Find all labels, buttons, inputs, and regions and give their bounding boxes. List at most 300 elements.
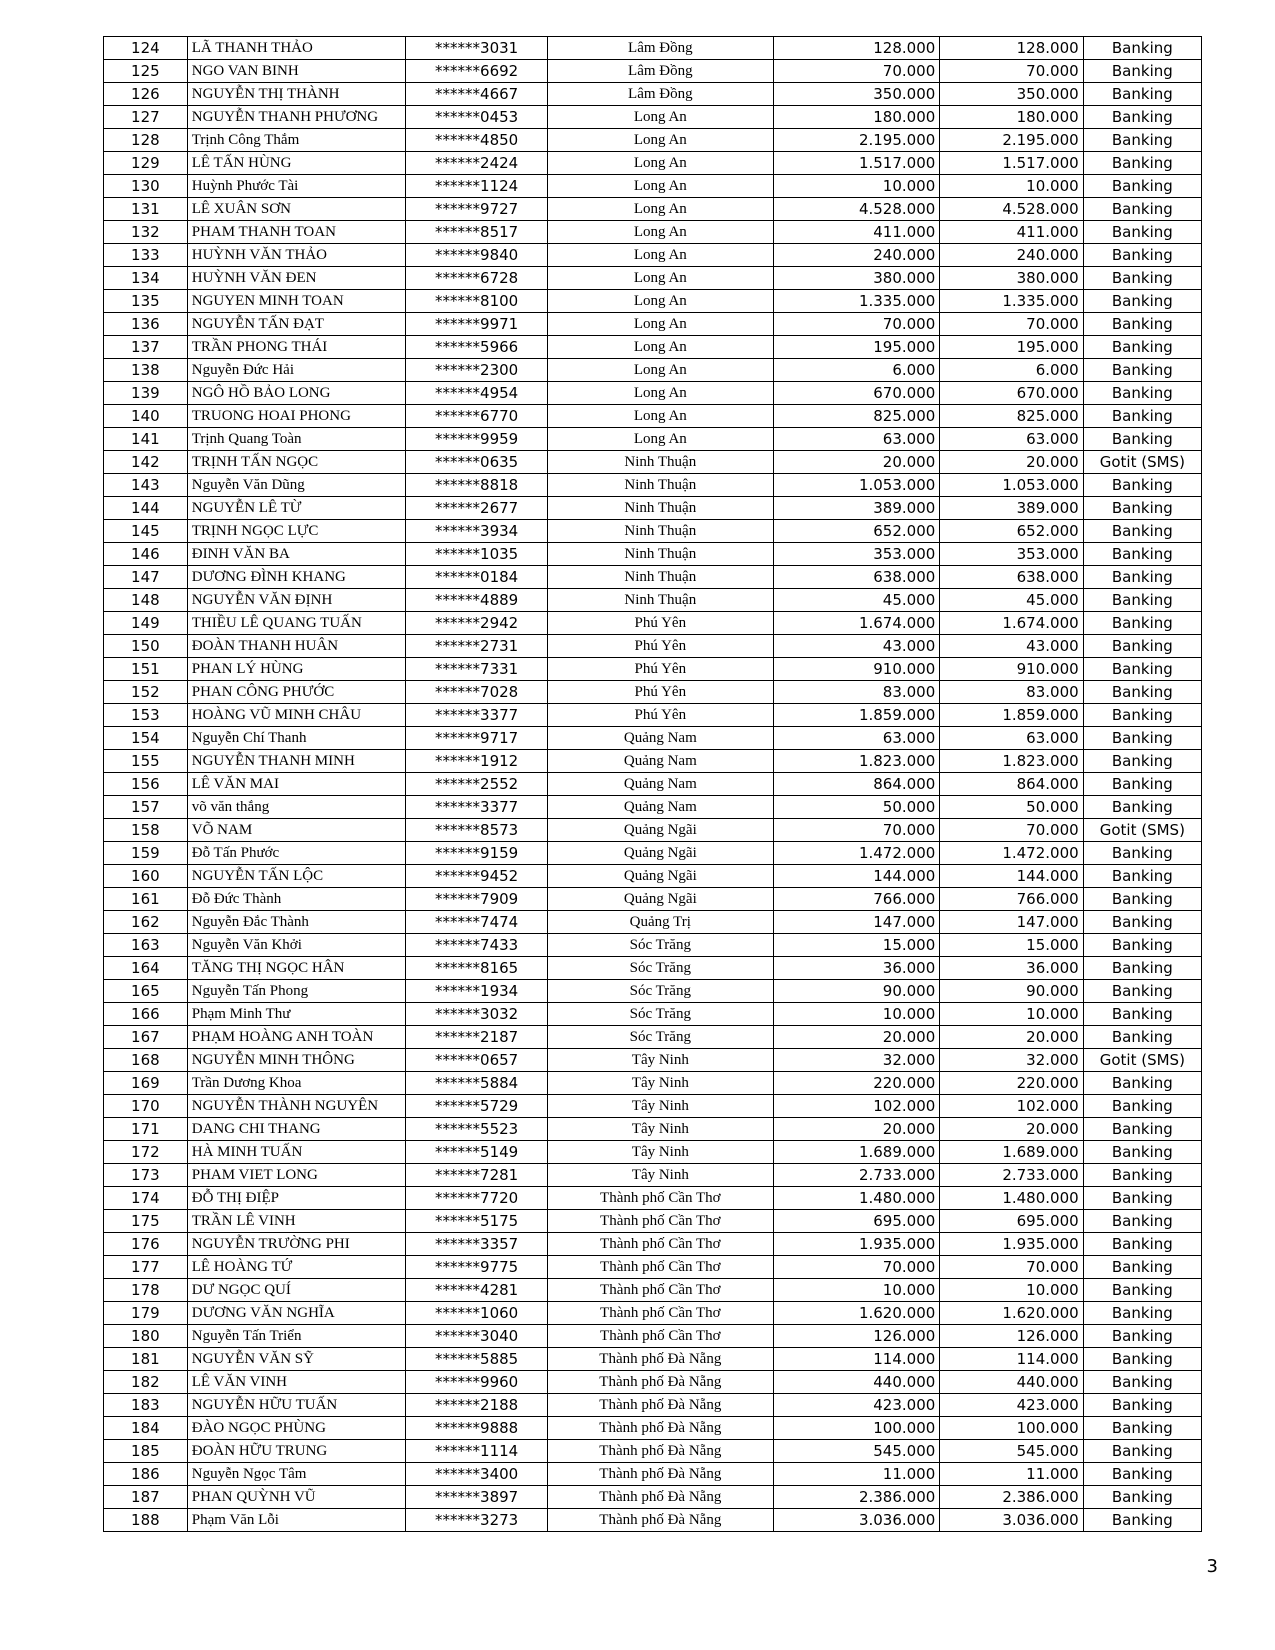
province-cell: Thành phố Đà Nẵng — [547, 1440, 773, 1463]
table-body — [104, 37, 1202, 1532]
paid-amount-cell: 440.000 — [940, 1371, 1083, 1394]
amount-cell: 353.000 — [773, 543, 939, 566]
province-cell: Thành phố Đà Nẵng — [547, 1371, 773, 1394]
table-row — [104, 520, 1202, 543]
province-cell: Lâm Đồng — [547, 83, 773, 106]
masked-account-cell: ******9840 — [406, 244, 547, 267]
paid-amount-cell: 1.472.000 — [940, 842, 1083, 865]
recipient-name-cell: PHAN QUỲNH VŨ — [187, 1486, 406, 1509]
payment-method-cell: Banking — [1083, 474, 1201, 497]
amount-cell: 90.000 — [773, 980, 939, 1003]
paid-amount-cell: 180.000 — [940, 106, 1083, 129]
recipient-name-cell: NGO VAN BINH — [187, 60, 406, 83]
row-number-cell: 142 — [104, 451, 188, 474]
row-number-cell: 143 — [104, 474, 188, 497]
paid-amount-cell: 3.036.000 — [940, 1509, 1083, 1532]
row-number-cell: 140 — [104, 405, 188, 428]
masked-account-cell: ******2731 — [406, 635, 547, 658]
province-cell: Lâm Đồng — [547, 60, 773, 83]
amount-cell: 63.000 — [773, 428, 939, 451]
amount-cell: 864.000 — [773, 773, 939, 796]
payment-method-cell: Banking — [1083, 37, 1201, 60]
masked-account-cell: ******3357 — [406, 1233, 547, 1256]
row-number-cell: 177 — [104, 1256, 188, 1279]
payment-method-cell: Banking — [1083, 359, 1201, 382]
payment-method-cell: Banking — [1083, 106, 1201, 129]
amount-cell: 10.000 — [773, 175, 939, 198]
row-number-cell: 139 — [104, 382, 188, 405]
paid-amount-cell: 45.000 — [940, 589, 1083, 612]
table-row — [104, 1486, 1202, 1509]
masked-account-cell: ******1114 — [406, 1440, 547, 1463]
masked-account-cell: ******9888 — [406, 1417, 547, 1440]
table-row — [104, 1371, 1202, 1394]
recipient-name-cell: PHAM VIET LONG — [187, 1164, 406, 1187]
paid-amount-cell: 2.386.000 — [940, 1486, 1083, 1509]
table-row — [104, 152, 1202, 175]
amount-cell: 45.000 — [773, 589, 939, 612]
province-cell: Phú Yên — [547, 681, 773, 704]
row-number-cell: 150 — [104, 635, 188, 658]
row-number-cell: 134 — [104, 267, 188, 290]
amount-cell: 1.472.000 — [773, 842, 939, 865]
table-row — [104, 1509, 1202, 1532]
row-number-cell: 149 — [104, 612, 188, 635]
paid-amount-cell: 128.000 — [940, 37, 1083, 60]
recipient-name-cell: NGUYỄN THỊ THÀNH — [187, 83, 406, 106]
masked-account-cell: ******7474 — [406, 911, 547, 934]
amount-cell: 100.000 — [773, 1417, 939, 1440]
row-number-cell: 151 — [104, 658, 188, 681]
masked-account-cell: ******0453 — [406, 106, 547, 129]
table-row — [104, 1440, 1202, 1463]
payment-method-cell: Banking — [1083, 497, 1201, 520]
province-cell: Phú Yên — [547, 704, 773, 727]
recipient-name-cell: VÕ NAM — [187, 819, 406, 842]
payment-method-cell: Banking — [1083, 1302, 1201, 1325]
masked-account-cell: ******9159 — [406, 842, 547, 865]
amount-cell: 195.000 — [773, 336, 939, 359]
masked-account-cell: ******2300 — [406, 359, 547, 382]
amount-cell: 423.000 — [773, 1394, 939, 1417]
payment-method-cell: Banking — [1083, 1463, 1201, 1486]
masked-account-cell: ******5729 — [406, 1095, 547, 1118]
table-row — [104, 796, 1202, 819]
payment-method-cell: Banking — [1083, 681, 1201, 704]
recipient-name-cell: PHẠM HOÀNG ANH TOÀN — [187, 1026, 406, 1049]
payment-method-cell: Banking — [1083, 658, 1201, 681]
recipient-table — [103, 36, 1202, 1532]
masked-account-cell: ******7281 — [406, 1164, 547, 1187]
table-row — [104, 727, 1202, 750]
table-row — [104, 1233, 1202, 1256]
paid-amount-cell: 2.195.000 — [940, 129, 1083, 152]
masked-account-cell: ******5884 — [406, 1072, 547, 1095]
payment-method-cell: Banking — [1083, 244, 1201, 267]
amount-cell: 350.000 — [773, 83, 939, 106]
paid-amount-cell: 1.053.000 — [940, 474, 1083, 497]
amount-cell: 70.000 — [773, 819, 939, 842]
paid-amount-cell: 20.000 — [940, 1026, 1083, 1049]
paid-amount-cell: 144.000 — [940, 865, 1083, 888]
payment-method-cell: Banking — [1083, 1118, 1201, 1141]
paid-amount-cell: 6.000 — [940, 359, 1083, 382]
recipient-name-cell: DƯƠNG ĐÌNH KHANG — [187, 566, 406, 589]
province-cell: Ninh Thuận — [547, 497, 773, 520]
recipient-name-cell: LÊ VĂN MAI — [187, 773, 406, 796]
table-row — [104, 589, 1202, 612]
province-cell: Thành phố Cần Thơ — [547, 1187, 773, 1210]
masked-account-cell: ******6770 — [406, 405, 547, 428]
paid-amount-cell: 766.000 — [940, 888, 1083, 911]
province-cell: Thành phố Cần Thơ — [547, 1210, 773, 1233]
amount-cell: 240.000 — [773, 244, 939, 267]
amount-cell: 144.000 — [773, 865, 939, 888]
payment-method-cell: Banking — [1083, 1210, 1201, 1233]
payment-method-cell: Banking — [1083, 704, 1201, 727]
amount-cell: 10.000 — [773, 1279, 939, 1302]
row-number-cell: 148 — [104, 589, 188, 612]
recipient-name-cell: Phạm Văn Lỗi — [187, 1509, 406, 1532]
table-row — [104, 60, 1202, 83]
recipient-name-cell: Nguyễn Chí Thanh — [187, 727, 406, 750]
amount-cell: 670.000 — [773, 382, 939, 405]
amount-cell: 545.000 — [773, 1440, 939, 1463]
row-number-cell: 124 — [104, 37, 188, 60]
masked-account-cell: ******9775 — [406, 1256, 547, 1279]
paid-amount-cell: 114.000 — [940, 1348, 1083, 1371]
recipient-name-cell: Trịnh Quang Toàn — [187, 428, 406, 451]
table-row — [104, 1256, 1202, 1279]
row-number-cell: 144 — [104, 497, 188, 520]
row-number-cell: 161 — [104, 888, 188, 911]
province-cell: Thành phố Đà Nẵng — [547, 1417, 773, 1440]
table-row — [104, 313, 1202, 336]
paid-amount-cell: 910.000 — [940, 658, 1083, 681]
recipient-name-cell: ĐỖ THỊ ĐIỆP — [187, 1187, 406, 1210]
payment-method-cell: Banking — [1083, 313, 1201, 336]
recipient-name-cell: Nguyễn Tấn Phong — [187, 980, 406, 1003]
table-row — [104, 1049, 1202, 1072]
province-cell: Quảng Trị — [547, 911, 773, 934]
payment-method-cell: Gotit (SMS) — [1083, 451, 1201, 474]
table-row — [104, 1417, 1202, 1440]
row-number-cell: 186 — [104, 1463, 188, 1486]
paid-amount-cell: 240.000 — [940, 244, 1083, 267]
masked-account-cell: ******9960 — [406, 1371, 547, 1394]
recipient-name-cell: ĐÀO NGỌC PHÙNG — [187, 1417, 406, 1440]
paid-amount-cell: 2.733.000 — [940, 1164, 1083, 1187]
paid-amount-cell: 1.689.000 — [940, 1141, 1083, 1164]
amount-cell: 652.000 — [773, 520, 939, 543]
payment-method-cell: Banking — [1083, 198, 1201, 221]
recipient-name-cell: Đỗ Tấn Phước — [187, 842, 406, 865]
paid-amount-cell: 353.000 — [940, 543, 1083, 566]
row-number-cell: 174 — [104, 1187, 188, 1210]
recipient-name-cell: NGUYỄN TRƯỜNG PHI — [187, 1233, 406, 1256]
payment-method-cell: Banking — [1083, 520, 1201, 543]
table-row — [104, 704, 1202, 727]
payment-method-cell: Banking — [1083, 543, 1201, 566]
province-cell: Thành phố Cần Thơ — [547, 1325, 773, 1348]
province-cell: Ninh Thuận — [547, 589, 773, 612]
row-number-cell: 125 — [104, 60, 188, 83]
table-row — [104, 1026, 1202, 1049]
paid-amount-cell: 1.674.000 — [940, 612, 1083, 635]
row-number-cell: 152 — [104, 681, 188, 704]
table-row — [104, 543, 1202, 566]
amount-cell: 128.000 — [773, 37, 939, 60]
amount-cell: 1.935.000 — [773, 1233, 939, 1256]
row-number-cell: 145 — [104, 520, 188, 543]
paid-amount-cell: 1.335.000 — [940, 290, 1083, 313]
masked-account-cell: ******1060 — [406, 1302, 547, 1325]
recipient-name-cell: Nguyễn Đắc Thành — [187, 911, 406, 934]
masked-account-cell: ******3377 — [406, 796, 547, 819]
masked-account-cell: ******8517 — [406, 221, 547, 244]
recipient-name-cell: Huỳnh Phước Tài — [187, 175, 406, 198]
row-number-cell: 165 — [104, 980, 188, 1003]
recipient-name-cell: võ văn thắng — [187, 796, 406, 819]
masked-account-cell: ******1124 — [406, 175, 547, 198]
paid-amount-cell: 90.000 — [940, 980, 1083, 1003]
recipient-name-cell: NGUYỄN HỮU TUẤN — [187, 1394, 406, 1417]
payment-method-cell: Banking — [1083, 1095, 1201, 1118]
masked-account-cell: ******8165 — [406, 957, 547, 980]
amount-cell: 1.689.000 — [773, 1141, 939, 1164]
table-row — [104, 405, 1202, 428]
paid-amount-cell: 670.000 — [940, 382, 1083, 405]
masked-account-cell: ******0184 — [406, 566, 547, 589]
amount-cell: 411.000 — [773, 221, 939, 244]
table-row — [104, 1141, 1202, 1164]
paid-amount-cell: 411.000 — [940, 221, 1083, 244]
masked-account-cell: ******4667 — [406, 83, 547, 106]
paid-amount-cell: 652.000 — [940, 520, 1083, 543]
payment-method-cell: Banking — [1083, 428, 1201, 451]
paid-amount-cell: 100.000 — [940, 1417, 1083, 1440]
recipient-name-cell: PHAM THANH TOAN — [187, 221, 406, 244]
row-number-cell: 182 — [104, 1371, 188, 1394]
amount-cell: 1.053.000 — [773, 474, 939, 497]
paid-amount-cell: 1.935.000 — [940, 1233, 1083, 1256]
province-cell: Ninh Thuận — [547, 566, 773, 589]
payment-method-cell: Banking — [1083, 888, 1201, 911]
table-row — [104, 566, 1202, 589]
row-number-cell: 131 — [104, 198, 188, 221]
amount-cell: 15.000 — [773, 934, 939, 957]
masked-account-cell: ******2677 — [406, 497, 547, 520]
table-row — [104, 451, 1202, 474]
table-row — [104, 359, 1202, 382]
recipient-name-cell: Nguyễn Văn Dũng — [187, 474, 406, 497]
paid-amount-cell: 10.000 — [940, 1279, 1083, 1302]
province-cell: Thành phố Đà Nẵng — [547, 1509, 773, 1532]
recipient-name-cell: LÊ HOÀNG TỨ — [187, 1256, 406, 1279]
province-cell: Thành phố Cần Thơ — [547, 1256, 773, 1279]
table-row — [104, 1003, 1202, 1026]
row-number-cell: 136 — [104, 313, 188, 336]
paid-amount-cell: 36.000 — [940, 957, 1083, 980]
province-cell: Quảng Ngãi — [547, 819, 773, 842]
recipient-name-cell: NGUYỄN TẤN ĐẠT — [187, 313, 406, 336]
recipient-name-cell: NGUYỄN TẤN LỘC — [187, 865, 406, 888]
paid-amount-cell: 11.000 — [940, 1463, 1083, 1486]
province-cell: Quảng Ngãi — [547, 865, 773, 888]
recipient-name-cell: DANG CHI THANG — [187, 1118, 406, 1141]
masked-account-cell: ******9971 — [406, 313, 547, 336]
payment-method-cell: Banking — [1083, 1279, 1201, 1302]
province-cell: Tây Ninh — [547, 1141, 773, 1164]
payment-method-cell: Banking — [1083, 221, 1201, 244]
province-cell: Long An — [547, 129, 773, 152]
amount-cell: 6.000 — [773, 359, 939, 382]
recipient-name-cell: Nguyễn Ngọc Tâm — [187, 1463, 406, 1486]
paid-amount-cell: 70.000 — [940, 819, 1083, 842]
province-cell: Sóc Trăng — [547, 1026, 773, 1049]
province-cell: Tây Ninh — [547, 1118, 773, 1141]
amount-cell: 2.386.000 — [773, 1486, 939, 1509]
table-row — [104, 428, 1202, 451]
amount-cell: 36.000 — [773, 957, 939, 980]
table-row — [104, 1118, 1202, 1141]
paid-amount-cell: 147.000 — [940, 911, 1083, 934]
amount-cell: 220.000 — [773, 1072, 939, 1095]
province-cell: Ninh Thuận — [547, 520, 773, 543]
province-cell: Quảng Nam — [547, 727, 773, 750]
row-number-cell: 185 — [104, 1440, 188, 1463]
paid-amount-cell: 864.000 — [940, 773, 1083, 796]
row-number-cell: 153 — [104, 704, 188, 727]
province-cell: Thành phố Đà Nẵng — [547, 1463, 773, 1486]
recipient-name-cell: Nguyễn Đức Hải — [187, 359, 406, 382]
table-row — [104, 474, 1202, 497]
table-row — [104, 221, 1202, 244]
amount-cell: 389.000 — [773, 497, 939, 520]
payment-method-cell: Banking — [1083, 1233, 1201, 1256]
row-number-cell: 158 — [104, 819, 188, 842]
row-number-cell: 126 — [104, 83, 188, 106]
table-row — [104, 957, 1202, 980]
amount-cell: 83.000 — [773, 681, 939, 704]
table-row — [104, 244, 1202, 267]
amount-cell: 638.000 — [773, 566, 939, 589]
amount-cell: 20.000 — [773, 451, 939, 474]
recipient-name-cell: Nguyễn Văn Khởi — [187, 934, 406, 957]
province-cell: Sóc Trăng — [547, 957, 773, 980]
amount-cell: 70.000 — [773, 1256, 939, 1279]
masked-account-cell: ******2552 — [406, 773, 547, 796]
recipient-name-cell: DƯ NGỌC QUÍ — [187, 1279, 406, 1302]
recipient-name-cell: ĐOÀN THANH HUÂN — [187, 635, 406, 658]
amount-cell: 114.000 — [773, 1348, 939, 1371]
province-cell: Sóc Trăng — [547, 934, 773, 957]
table-row — [104, 1210, 1202, 1233]
province-cell: Thành phố Cần Thơ — [547, 1279, 773, 1302]
province-cell: Thành phố Đà Nẵng — [547, 1486, 773, 1509]
masked-account-cell: ******4889 — [406, 589, 547, 612]
amount-cell: 4.528.000 — [773, 198, 939, 221]
masked-account-cell: ******6728 — [406, 267, 547, 290]
recipient-name-cell: Trần Dương Khoa — [187, 1072, 406, 1095]
province-cell: Phú Yên — [547, 612, 773, 635]
row-number-cell: 178 — [104, 1279, 188, 1302]
masked-account-cell: ******7433 — [406, 934, 547, 957]
masked-account-cell: ******1035 — [406, 543, 547, 566]
table-row — [104, 865, 1202, 888]
recipient-name-cell: LÊ VĂN VINH — [187, 1371, 406, 1394]
payment-method-cell: Banking — [1083, 589, 1201, 612]
province-cell: Quảng Ngãi — [547, 842, 773, 865]
table-row — [104, 842, 1202, 865]
province-cell: Long An — [547, 106, 773, 129]
paid-amount-cell: 220.000 — [940, 1072, 1083, 1095]
masked-account-cell: ******5523 — [406, 1118, 547, 1141]
recipient-name-cell: LÃ THANH THẢO — [187, 37, 406, 60]
province-cell: Long An — [547, 175, 773, 198]
row-number-cell: 168 — [104, 1049, 188, 1072]
row-number-cell: 132 — [104, 221, 188, 244]
amount-cell: 70.000 — [773, 60, 939, 83]
table-row — [104, 819, 1202, 842]
row-number-cell: 159 — [104, 842, 188, 865]
paid-amount-cell: 389.000 — [940, 497, 1083, 520]
recipient-name-cell: TRỊNH NGỌC LỰC — [187, 520, 406, 543]
masked-account-cell: ******0657 — [406, 1049, 547, 1072]
province-cell: Long An — [547, 244, 773, 267]
payment-method-cell: Banking — [1083, 566, 1201, 589]
payment-method-cell: Banking — [1083, 773, 1201, 796]
province-cell: Quảng Nam — [547, 796, 773, 819]
paid-amount-cell: 43.000 — [940, 635, 1083, 658]
paid-amount-cell: 102.000 — [940, 1095, 1083, 1118]
masked-account-cell: ******1912 — [406, 750, 547, 773]
table-row — [104, 658, 1202, 681]
amount-cell: 380.000 — [773, 267, 939, 290]
province-cell: Long An — [547, 405, 773, 428]
masked-account-cell: ******9452 — [406, 865, 547, 888]
recipient-name-cell: TRẦN PHONG THÁI — [187, 336, 406, 359]
payment-method-cell: Banking — [1083, 1348, 1201, 1371]
row-number-cell: 156 — [104, 773, 188, 796]
row-number-cell: 146 — [104, 543, 188, 566]
province-cell: Long An — [547, 290, 773, 313]
masked-account-cell: ******7028 — [406, 681, 547, 704]
recipient-name-cell: Đỗ Đức Thành — [187, 888, 406, 911]
amount-cell: 1.823.000 — [773, 750, 939, 773]
table-row — [104, 980, 1202, 1003]
table-row — [104, 1095, 1202, 1118]
masked-account-cell: ******4281 — [406, 1279, 547, 1302]
payment-method-cell: Banking — [1083, 1164, 1201, 1187]
table-row — [104, 750, 1202, 773]
amount-cell: 910.000 — [773, 658, 939, 681]
payment-method-cell: Banking — [1083, 612, 1201, 635]
row-number-cell: 181 — [104, 1348, 188, 1371]
masked-account-cell: ******9727 — [406, 198, 547, 221]
province-cell: Tây Ninh — [547, 1049, 773, 1072]
row-number-cell: 162 — [104, 911, 188, 934]
masked-account-cell: ******2188 — [406, 1394, 547, 1417]
paid-amount-cell: 423.000 — [940, 1394, 1083, 1417]
masked-account-cell: ******3897 — [406, 1486, 547, 1509]
recipient-name-cell: NGUYỄN VĂN ĐỊNH — [187, 589, 406, 612]
row-number-cell: 166 — [104, 1003, 188, 1026]
payment-method-cell: Banking — [1083, 290, 1201, 313]
payment-method-cell: Gotit (SMS) — [1083, 819, 1201, 842]
province-cell: Phú Yên — [547, 658, 773, 681]
province-cell: Ninh Thuận — [547, 474, 773, 497]
